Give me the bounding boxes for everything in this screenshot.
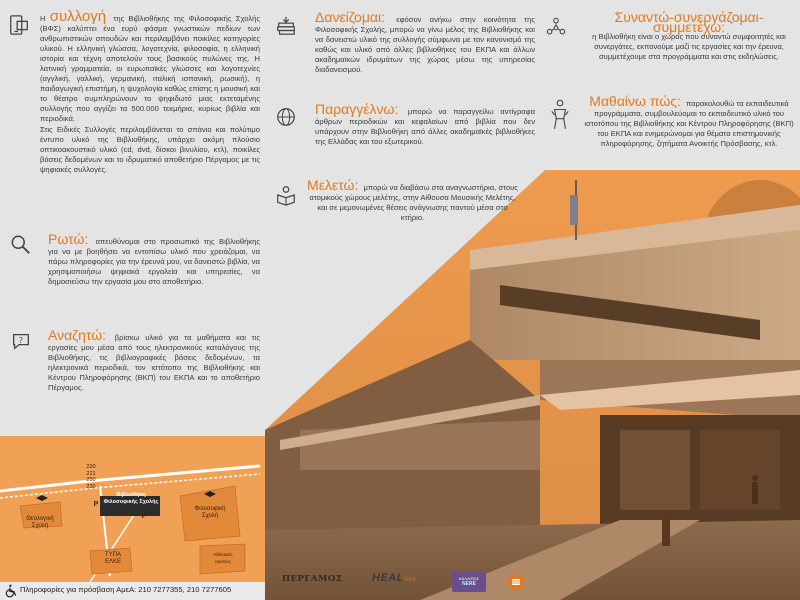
meet-text: η Βιβλιοθήκη είναι ο χώρος που συναντώ συμφοιτητές και συνεργάτες, εκπονούμε μαζί τις εργασίες και την έρευνα, συμμετέχουμε στα προγράμματα και στις εκδηλώσεις. xyxy=(592,32,786,61)
learn-keyword: Μαθαίνω πώς: xyxy=(589,93,681,109)
accessibility-info: Πληροφορίες για πρόσβαση ΑμεΑ: 210 7277355, 210 7277605 xyxy=(20,585,232,594)
collection-lead: Η xyxy=(40,14,46,23)
kallipos-logo-sub: NERE xyxy=(462,581,476,587)
parking-label: P xyxy=(93,501,99,508)
books-stack-icon xyxy=(275,14,297,36)
library-map-label: Βιβλιοθήκη Φιλοσοφικής Σχολής xyxy=(103,492,159,505)
order-keyword: Παραγγέλνω: xyxy=(315,101,399,117)
order-text: μπορώ να παραγγείλω αντίγραφα άρθρων περιοδικών και κεφαλαίων από βιβλία που δεν υπάρχουν στην Βιβλιοθήκη από άλλες ακαδημαϊκές βιβλιοθήκες της Ελλάδας και του εξωτερικού. xyxy=(315,107,535,146)
parking-label-2: P xyxy=(141,513,147,520)
network-people-icon xyxy=(545,16,567,38)
heal-link-logo xyxy=(372,572,416,584)
bus-stop-numbers: 220 221 250 230 xyxy=(86,464,96,490)
reader-icon xyxy=(275,184,297,206)
mobile-book-icon xyxy=(8,14,30,36)
pergamos-logo: ΠΕΡΓΑΜΟΣ xyxy=(282,574,343,584)
heal-logo-text: HEAL xyxy=(372,572,404,584)
study-keyword: Μελετώ: xyxy=(307,177,359,193)
borrow-keyword: Δανείζομαι: xyxy=(315,9,385,25)
svg-text:?: ? xyxy=(18,334,24,345)
kallipos-logo-text: ΚΑΛΛΙΠΟΣ xyxy=(458,576,480,581)
heal-logo-suffix: link xyxy=(403,577,417,583)
question-bubble-icon xyxy=(10,330,32,352)
collection-paragraph: της Βιβλιοθήκης της Φιλοσοφικής Σχολής (ΒΦΣ) καλύπτει ένα ευρύ φάσμα γνωστικών πεδίων των ανθρωπιστικών σπουδών και περιλαμβάνει ποικίλες κατηγορίες υλικού. Η ελληνική γλώσσα, λογοτεχνία, φιλοσοφία, η ελληνική ιστορία και τέχνη αποτελούν τους βασικούς πυλώνες της. Η λατινική γραμματεία, οι ευρωπαϊκές γλώσσες και λογοτεχνίες (αγγλική, γαλλική, γερμανική, ιταλική ισπανική, ρωσική), η παιδαγωγική επιστήμη, η ψυχολογία καθώς επίσης η μουσική και το θέατρο συμπληρώνουν το ψηφιδωτό μιας εκτεταμένης συλλογής που αγγίζει τα 500.000 τεκμήρια, κυρίως βιβλία και περιοδικά. xyxy=(40,14,260,123)
search-icon xyxy=(10,234,32,256)
philosophy-school-label: Φιλοσοφική Σχολή xyxy=(194,506,226,519)
sports-facilities-label: Αθλητικές εγκ/σεις xyxy=(213,552,233,564)
theology-school-label: Θεολογική Σχολή xyxy=(26,516,54,529)
presenter-icon xyxy=(549,98,571,132)
borrow-text: εφόσον ανήκω στην κοινότητα της Φιλοσοφικής Σχολής, μπορώ να γίνω μέλος της Βιβλιοθήκης και να δανειστώ υλικό της συλλογής σύμφωνα με τον κανονισμό της καθώς και υλικό από άλλες βιβλιοθήκες του ΕΚΠΑ και άλλων ακαδημαϊκών ιδρυμάτων της χώρας μέσω της υπηρεσίας διαδανεισμού. xyxy=(315,15,535,74)
globe-icon xyxy=(275,106,297,128)
meet-keyword: Συναντώ-συνεργάζομαι-συμμετέχω: xyxy=(614,9,764,35)
search-keyword: Αναζητώ: xyxy=(48,327,107,343)
kallipos-logo xyxy=(452,572,486,592)
learn-text: παρακολουθώ τα εκπαιδευτικά προγράμματα, συμβουλεύομαι το εκπαιδευτικό υλικό του ιστοτόπου της Βιβλιοθήκης και Κέντρου Πληροφόρησης (ΒΚΠ) του ΕΚΠΑ και ενημερώνομαι για θέματα επιστημονικής πληροφόρησης, ζητήματα Ανοικτής Πρόσβασης, κτλ. xyxy=(584,99,794,148)
organization-seal-icon xyxy=(508,574,524,590)
ask-text: απευθύνομαι στο προσωπικό της Βιβλιοθήκης για να με βοηθήσει να εντοπίσω υλικό που χρειάζομαι, να πάρω πληροφορίες για την έρευνά μου, να δανειστώ βιβλία, να χρησιμοποιήσω ψηφιακά εργαλεία και υπηρεσίες, να δημοσιεύσω την εργασία μου στο αποθετήριο. xyxy=(48,237,260,286)
special-collections-paragraph: Στις Ειδικές Συλλογές περιλαμβάνεται το σπάνιο και πολύτιμο έντυπο υλικό της Βιβλιοθήκης, υπάρχει ακόμη πλούσιο οπτικοακουστικό υλικό (cd, dvd, δίσκοι βινυλίου, κτλ), ποικίλες βάσεις δεδομένων και το ιδρυματικό αποθετήριο Πέργαμος με τις ψηφιακές συλλογές. xyxy=(40,125,260,174)
ask-keyword: Ρωτώ: xyxy=(48,231,89,247)
wheelchair-icon xyxy=(4,584,18,598)
campus-map xyxy=(0,436,265,582)
tipa-elke-label: ΤΥΠΑ ΕΛΚΕ xyxy=(104,552,121,565)
collection-keyword: συλλογή xyxy=(49,8,107,25)
search-text: βρίσκω υλικό για τα μαθήματα και τις εργασίες μου μέσα από τους ηλεκτρονικούς καταλόγους της Βιβλιοθήκης, τις βιβλιογραφικές βάσεις δεδομένων, τα ηλεκτρονικά περιοδικά, τον ιστότοπο της Βιβλιοθήκης και Κέντρου Πληροφόρησης (ΒΚΠ) του ΕΚΠΑ και το αποθετήριο Πέργαμος. xyxy=(48,333,260,392)
study-text: μπορώ να διαβάσω στα αναγνωστήρια, στους ατομικούς χώρους μελέτης, στην Αίθουσα Μουσικής Μελέτης, και σε μεμονωμένες θέσεις ανάγνωσης παντού μέσα στο κτήριο. xyxy=(309,183,518,222)
